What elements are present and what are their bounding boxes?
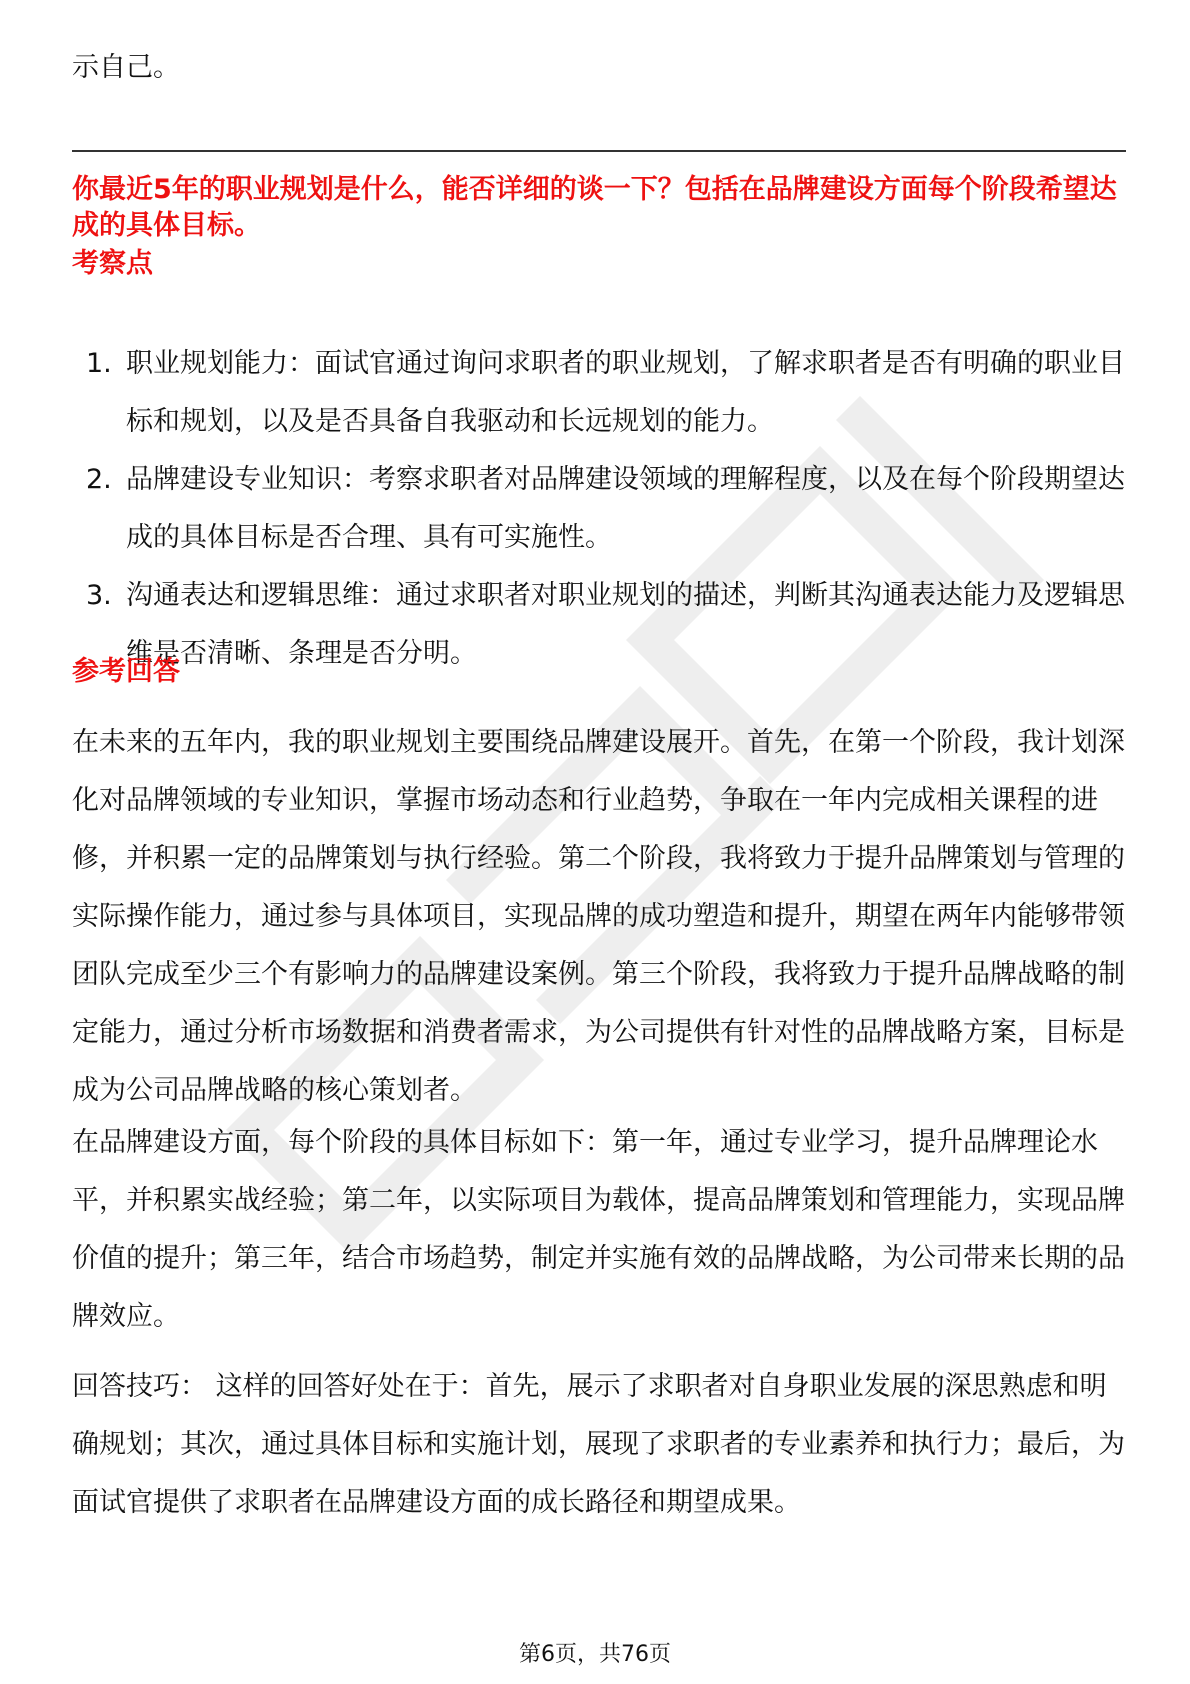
answer-heading: 参考回答 bbox=[72, 656, 180, 687]
points-heading: 考察点 bbox=[72, 248, 153, 279]
section-divider bbox=[72, 150, 1126, 152]
interview-question: 你最近5年的职业规划是什么，能否详细的谈一下？包括在品牌建设方面每个阶段希望达成的具体目标。 bbox=[72, 174, 1117, 241]
list-item bbox=[72, 567, 1132, 683]
continued-text: 示自己。 bbox=[72, 52, 180, 83]
answer-paragraph: 在未来的五年内，我的职业规划主要围绕品牌建设展开。首先，在第一个阶段，我计划深化对品牌领域的专业知识，掌握市场动态和行业趋势，争取在一年内完成相关课程的进修，并积累一定的品牌策划与执行经验。第二个阶段，我将致力于提升品牌策划与管理的实际操作能力，通过参与具体项目，实现品牌的成功塑造和提升，期望在两年内能够带领团队完成至少三个有影响力的品牌建设案例。第三个阶段，我将致力于提升品牌战略的制定能力，通过分析市场数据和消费者需求，为公司提供有针对性的品牌战略方案，目标是成为公司品牌战略的核心策划者。 bbox=[72, 727, 1125, 1106]
page-footer: 第6页，共76页 bbox=[519, 1642, 671, 1667]
tips-label: 回答技巧： bbox=[72, 1371, 207, 1402]
tips-text: 这样的回答好处在于：首先，展示了求职者对自身职业发展的深思熟虑和明确规划；其次，通过具体目标和实施计划，展现了求职者的专业素养和执行力；最后，为面试官提供了求职者在品牌建设方面的成长路径和期望成果。 bbox=[72, 1371, 1125, 1518]
list-item-number: 3. bbox=[86, 580, 112, 611]
answer-paragraph: 在品牌建设方面，每个阶段的具体目标如下：第一年，通过专业学习，提升品牌理论水平，并积累实战经验；第二年，以实际项目为载体，提高品牌策划和管理能力，实现品牌价值的提升；第三年，结合市场趋势，制定并实施有效的品牌战略，为公司带来长期的品牌效应。 bbox=[72, 1127, 1125, 1332]
list-item bbox=[72, 335, 1132, 451]
list-item-text: 职业规划能力：面试官通过询问求职者的职业规划，了解求职者是否有明确的职业目标和规划，以及是否具备自我驱动和长远规划的能力。 bbox=[126, 348, 1125, 437]
answer-tips bbox=[72, 1358, 1132, 1532]
points-list bbox=[72, 335, 1132, 683]
list-item bbox=[72, 451, 1132, 567]
list-item-text: 沟通表达和逻辑思维：通过求职者对职业规划的描述，判断其沟通表达能力及逻辑思维是否清晰、条理是否分明。 bbox=[126, 580, 1125, 669]
list-item-text: 品牌建设专业知识：考察求职者对品牌建设领域的理解程度，以及在每个阶段期望达成的具体目标是否合理、具有可实施性。 bbox=[126, 464, 1125, 553]
list-item-number: 2. bbox=[86, 464, 112, 495]
list-item-number: 1. bbox=[86, 348, 112, 379]
